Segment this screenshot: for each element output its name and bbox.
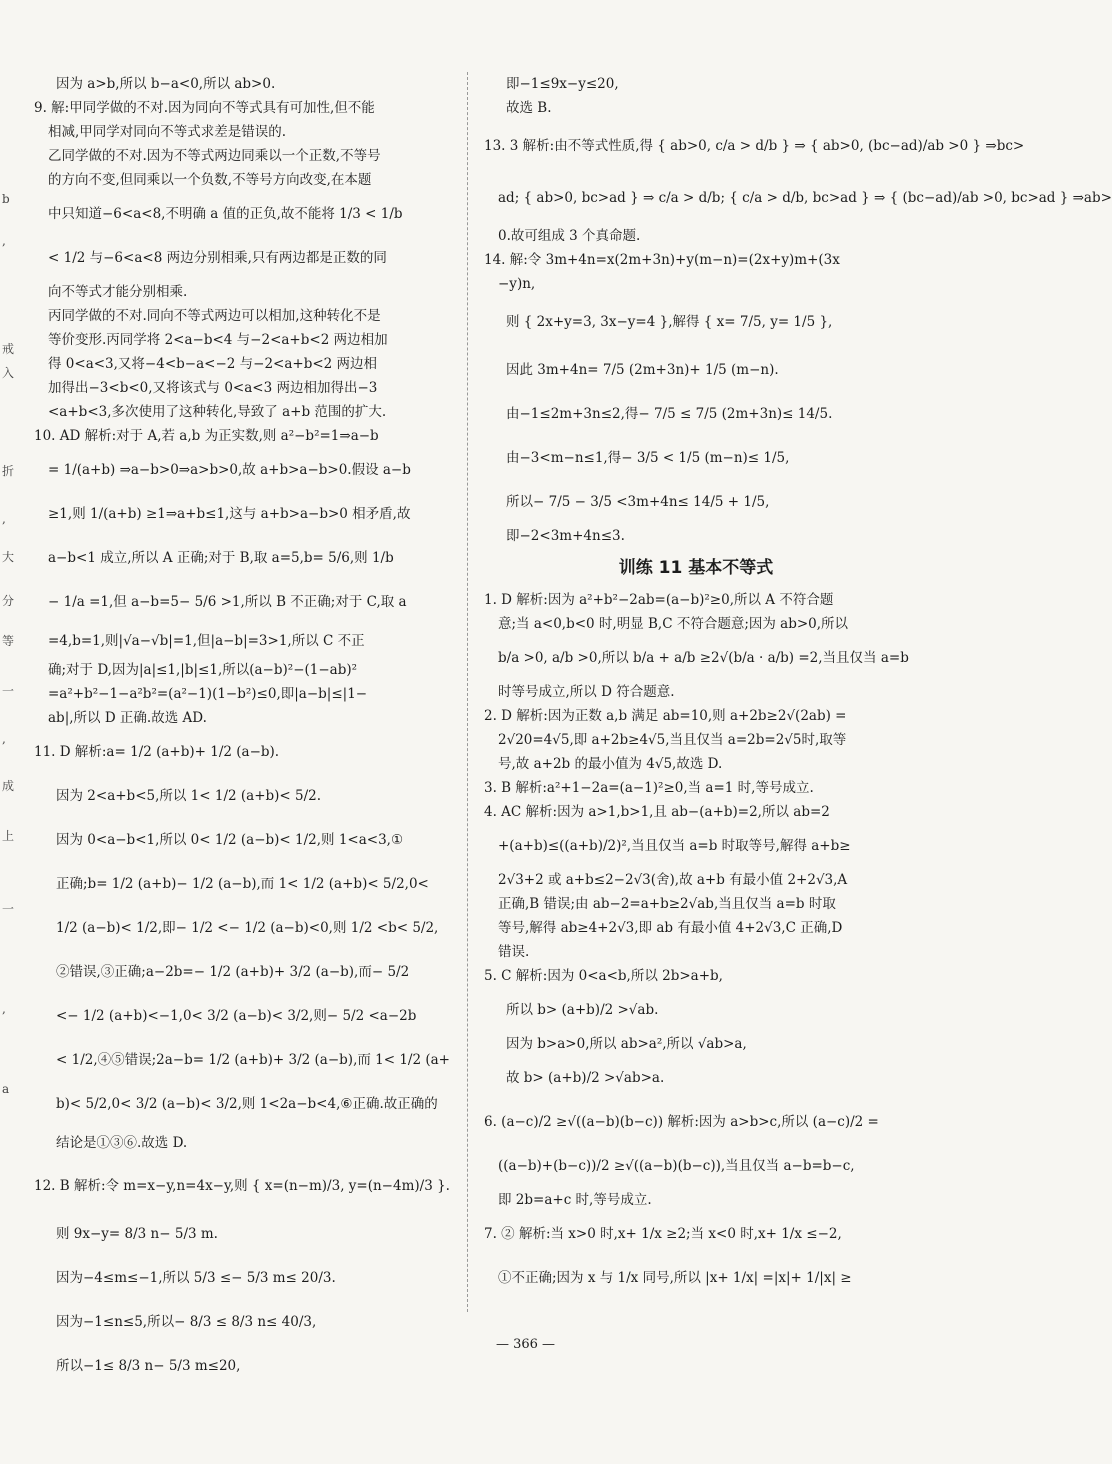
text-line: 加得出−3<b<0,又将该式与 0<a<3 两边相加得出−3 xyxy=(48,380,378,396)
margin-mark: 大 xyxy=(2,550,15,564)
column-divider xyxy=(467,72,468,1312)
text-line: b/a >0, a/b >0,所以 b/a + a/b ≥2√(b/a · a/b) =2,当且仅当 a=b xyxy=(498,650,909,666)
text-line: b)< 5/2,0< 3/2 (a−b)< 3/2,则 1<2a−b<4,⑥正确.故正确的 xyxy=(56,1096,438,1112)
margin-mark: 戒 xyxy=(2,342,15,356)
margin-mark: 折 xyxy=(2,464,15,478)
right-column xyxy=(484,72,1112,1300)
text-line: < 1/2 与−6<a<8 两边分别相乘,只有两边都是正数的同 xyxy=(48,250,387,266)
text-line: 由−1≤2m+3n≤2,得− 7/5 ≤ 7/5 (2m+3n)≤ 14/5. xyxy=(506,406,833,422)
text-line: −y)n, xyxy=(498,276,536,292)
text-line: 所以− 7/5 − 3/5 <3m+4n≤ 14/5 + 1/5, xyxy=(506,494,770,510)
text-line: 相减,甲同学对同向不等式求差是错误的. xyxy=(48,124,287,140)
text-line: 4. AC 解析:因为 a>1,b>1,且 ab−(a+b)=2,所以 ab=2 xyxy=(484,804,830,820)
text-line: 则 9x−y= 8/3 n− 5/3 m. xyxy=(56,1226,218,1242)
margin-mark: , xyxy=(2,234,6,248)
text-line: 丙同学做的不对.同向不等式两边可以相加,这种转化不是 xyxy=(48,308,381,324)
text-line: 所以−1≤ 8/3 n− 5/3 m≤20, xyxy=(56,1358,241,1374)
margin-mark: 上 xyxy=(2,829,15,843)
text-line: 因为 b>a>0,所以 ab>a²,所以 √ab>a, xyxy=(506,1036,747,1052)
text-line: =a²+b²−1−a²b²=(a²−1)(1−b²)≤0,即|a−b|≤|1− xyxy=(48,686,368,702)
text-line: 2√20=4√5,即 a+2b≥4√5,当且仅当 a=2b=2√5时,取等 xyxy=(498,732,847,748)
margin-mark: , xyxy=(2,732,6,746)
margin-mark: 一 xyxy=(2,684,15,698)
text-line: 因为 2<a+b<5,所以 1< 1/2 (a+b)< 5/2. xyxy=(56,788,322,804)
text-line: 10. AD 解析:对于 A,若 a,b 为正实数,则 a²−b²=1⇒a−b xyxy=(34,428,379,444)
text-line: − 1/a =1,但 a−b=5− 5/6 >1,所以 B 不正确;对于 C,取 a xyxy=(48,594,407,610)
margin-mark: 一 xyxy=(2,902,15,916)
text-line: 错误. xyxy=(498,944,530,960)
text-line: 故 b> (a+b)/2 >√ab>a. xyxy=(506,1070,665,1086)
margin-mark: , xyxy=(2,1002,6,1016)
text-line: 正确;b= 1/2 (a+b)− 1/2 (a−b),而 1< 1/2 (a+b)< 5/2,0< xyxy=(56,876,429,892)
text-line: 14. 解:令 3m+4n=x(2m+3n)+y(m−n)=(2x+y)m+(3x xyxy=(484,252,840,268)
text-line: 确;对于 D,因为|a|≤1,|b|≤1,所以(a−b)²−(1−ab)² xyxy=(48,662,358,678)
text-line: 11. D 解析:a= 1/2 (a+b)+ 1/2 (a−b). xyxy=(34,744,280,760)
margin-mark: , xyxy=(2,512,6,526)
text-line: =4,b=1,则|√a−√b|=1,但|a−b|=3>1,所以 C 不正 xyxy=(48,633,365,649)
text-line: 号,故 a+2b 的最小值为 4√5,故选 D. xyxy=(498,756,723,772)
text-line: 即−1≤9x−y≤20, xyxy=(506,76,619,92)
text-line: <− 1/2 (a+b)<−1,0< 3/2 (a−b)< 3/2,则− 5/2 <a−2b xyxy=(56,1008,417,1024)
left-margin-marks xyxy=(0,72,14,1312)
section-title: 训练 11 基本不等式 xyxy=(618,558,774,578)
margin-mark: 分 xyxy=(2,594,15,608)
text-line: 13. 3 解析:由不等式性质,得 { ab>0, c/a > d/b } ⇒ { ab>0, (bc−ad)/ab >0 } ⇒bc> xyxy=(484,138,1025,154)
text-line: 中只知道−6<a<8,不明确 a 值的正负,故不能将 1/3 < 1/b xyxy=(48,206,403,222)
text-line: 2. D 解析:因为正数 a,b 满足 ab=10,则 a+2b≥2√(2ab) = xyxy=(484,708,847,724)
text-line: 因为 a>b,所以 b−a<0,所以 ab>0. xyxy=(56,76,276,92)
text-line: 因为−1≤n≤5,所以− 8/3 ≤ 8/3 n≤ 40/3, xyxy=(56,1314,317,1330)
text-line: 1. D 解析:因为 a²+b²−2ab=(a−b)²≥0,所以 A 不符合题 xyxy=(484,592,834,608)
text-line: 正确,B 错误;由 ab−2=a+b≥2√ab,当且仅当 a=b 时取 xyxy=(498,896,836,912)
text-line: 3. B 解析:a²+1−2a=(a−1)²≥0,当 a=1 时,等号成立. xyxy=(484,780,814,796)
text-line: 5. C 解析:因为 0<a<b,所以 2b>a+b, xyxy=(484,968,723,984)
text-line: 等价变形.丙同学将 2<a−b<4 与−2<a+b<2 两边相加 xyxy=(48,332,388,348)
text-line: 得 0<a<3,又将−4<b−a<−2 与−2<a+b<2 两边相 xyxy=(48,356,378,372)
text-line: 故选 B. xyxy=(506,100,552,116)
text-line: 6. (a−c)/2 ≥√((a−b)(b−c)) 解析:因为 a>b>c,所以 (a−c)/2 = xyxy=(484,1114,879,1130)
text-line: 乙同学做的不对.因为不等式两边同乘以一个正数,不等号 xyxy=(48,148,381,164)
text-line: 即 2b=a+c 时,等号成立. xyxy=(498,1192,652,1208)
text-line: < 1/2,④⑤错误;2a−b= 1/2 (a+b)+ 3/2 (a−b),而 1< 1/2 (a+ xyxy=(56,1052,450,1068)
text-line: ((a−b)+(b−c))/2 ≥√((a−b)(b−c)),当且仅当 a−b=b−c, xyxy=(498,1158,855,1174)
left-column xyxy=(34,72,452,1388)
text-line: ab|,所以 D 正确.故选 AD. xyxy=(48,710,207,726)
text-line: a−b<1 成立,所以 A 正确;对于 B,取 a=5,b= 5/6,则 1/b xyxy=(48,550,394,566)
text-line: 则 { 2x+y=3, 3x−y=4 },解得 { x= 7/5, y= 1/5 }, xyxy=(506,314,833,330)
margin-mark: b xyxy=(2,192,10,206)
text-line: 0.故可组成 3 个真命题. xyxy=(498,228,641,244)
text-line: 因此 3m+4n= 7/5 (2m+3n)+ 1/5 (m−n). xyxy=(506,362,779,378)
text-line: 即−2<3m+4n≤3. xyxy=(506,528,625,544)
text-line: 向不等式才能分别相乘. xyxy=(48,284,188,300)
text-line: 时等号成立,所以 D 符合题意. xyxy=(498,684,675,700)
text-line: 由−3<m−n≤1,得− 3/5 < 1/5 (m−n)≤ 1/5, xyxy=(506,450,790,466)
text-line: 12. B 解析:令 m=x−y,n=4x−y,则 { x=(n−m)/3, y=(n−4m)/3 }. xyxy=(34,1178,450,1194)
margin-mark: 等 xyxy=(2,634,15,648)
margin-mark: a xyxy=(2,1082,10,1096)
text-line: = 1/(a+b) ⇒a−b>0⇒a>b>0,故 a+b>a−b>0.假设 a−b xyxy=(48,462,411,478)
text-line: 7. ② 解析:当 x>0 时,x+ 1/x ≥2;当 x<0 时,x+ 1/x ≤−2, xyxy=(484,1226,842,1242)
text-line: 结论是①③⑥.故选 D. xyxy=(56,1135,188,1151)
text-line: 的方向不变,但同乘以一个负数,不等号方向改变,在本题 xyxy=(48,172,372,188)
text-line: 2√3+2 或 a+b≤2−2√3(舍),故 a+b 有最小值 2+2√3,A xyxy=(498,872,848,888)
text-line: 意;当 a<0,b<0 时,明显 B,C 不符合题意;因为 ab>0,所以 xyxy=(498,616,849,632)
text-line: 因为−4≤m≤−1,所以 5/3 ≤− 5/3 m≤ 20/3. xyxy=(56,1270,336,1286)
text-line: 1/2 (a−b)< 1/2,即− 1/2 <− 1/2 (a−b)<0,则 1/2 <b< 5/2, xyxy=(56,920,439,936)
text-line: 等号,解得 ab≥4+2√3,即 ab 有最小值 4+2√3,C 正确,D xyxy=(498,920,843,936)
text-line: ②错误,③正确;a−2b=− 1/2 (a+b)+ 3/2 (a−b),而− 5/2 xyxy=(56,964,410,980)
page-number: — 366 — xyxy=(495,1337,556,1352)
text-line: 因为 0<a−b<1,所以 0< 1/2 (a−b)< 1/2,则 1<a<3,① xyxy=(56,832,404,848)
text-line: ad; { ab>0, bc>ad } ⇒ c/a > d/b; { c/a > d/b, bc>ad } ⇒ { (bc−ad)/ab >0, bc>ad } ⇒ab> xyxy=(498,190,1112,206)
margin-mark: 入 xyxy=(2,366,15,380)
text-line: <a+b<3,多次使用了这种转化,导致了 a+b 范围的扩大. xyxy=(48,404,387,420)
margin-mark: 成 xyxy=(2,779,15,793)
text-line: +(a+b)≤((a+b)/2)²,当且仅当 a=b 时取等号,解得 a+b≥ xyxy=(498,838,851,854)
text-line: ①不正确;因为 x 与 1/x 同号,所以 |x+ 1/x| =|x|+ 1/|x| ≥ xyxy=(498,1270,852,1286)
text-line: ≥1,则 1/(a+b) ≥1⇒a+b≤1,这与 a+b>a−b>0 相矛盾,故 xyxy=(48,506,411,522)
text-line: 所以 b> (a+b)/2 >√ab. xyxy=(506,1002,659,1018)
text-line: 9. 解:甲同学做的不对.因为同向不等式具有可加性,但不能 xyxy=(34,100,375,116)
